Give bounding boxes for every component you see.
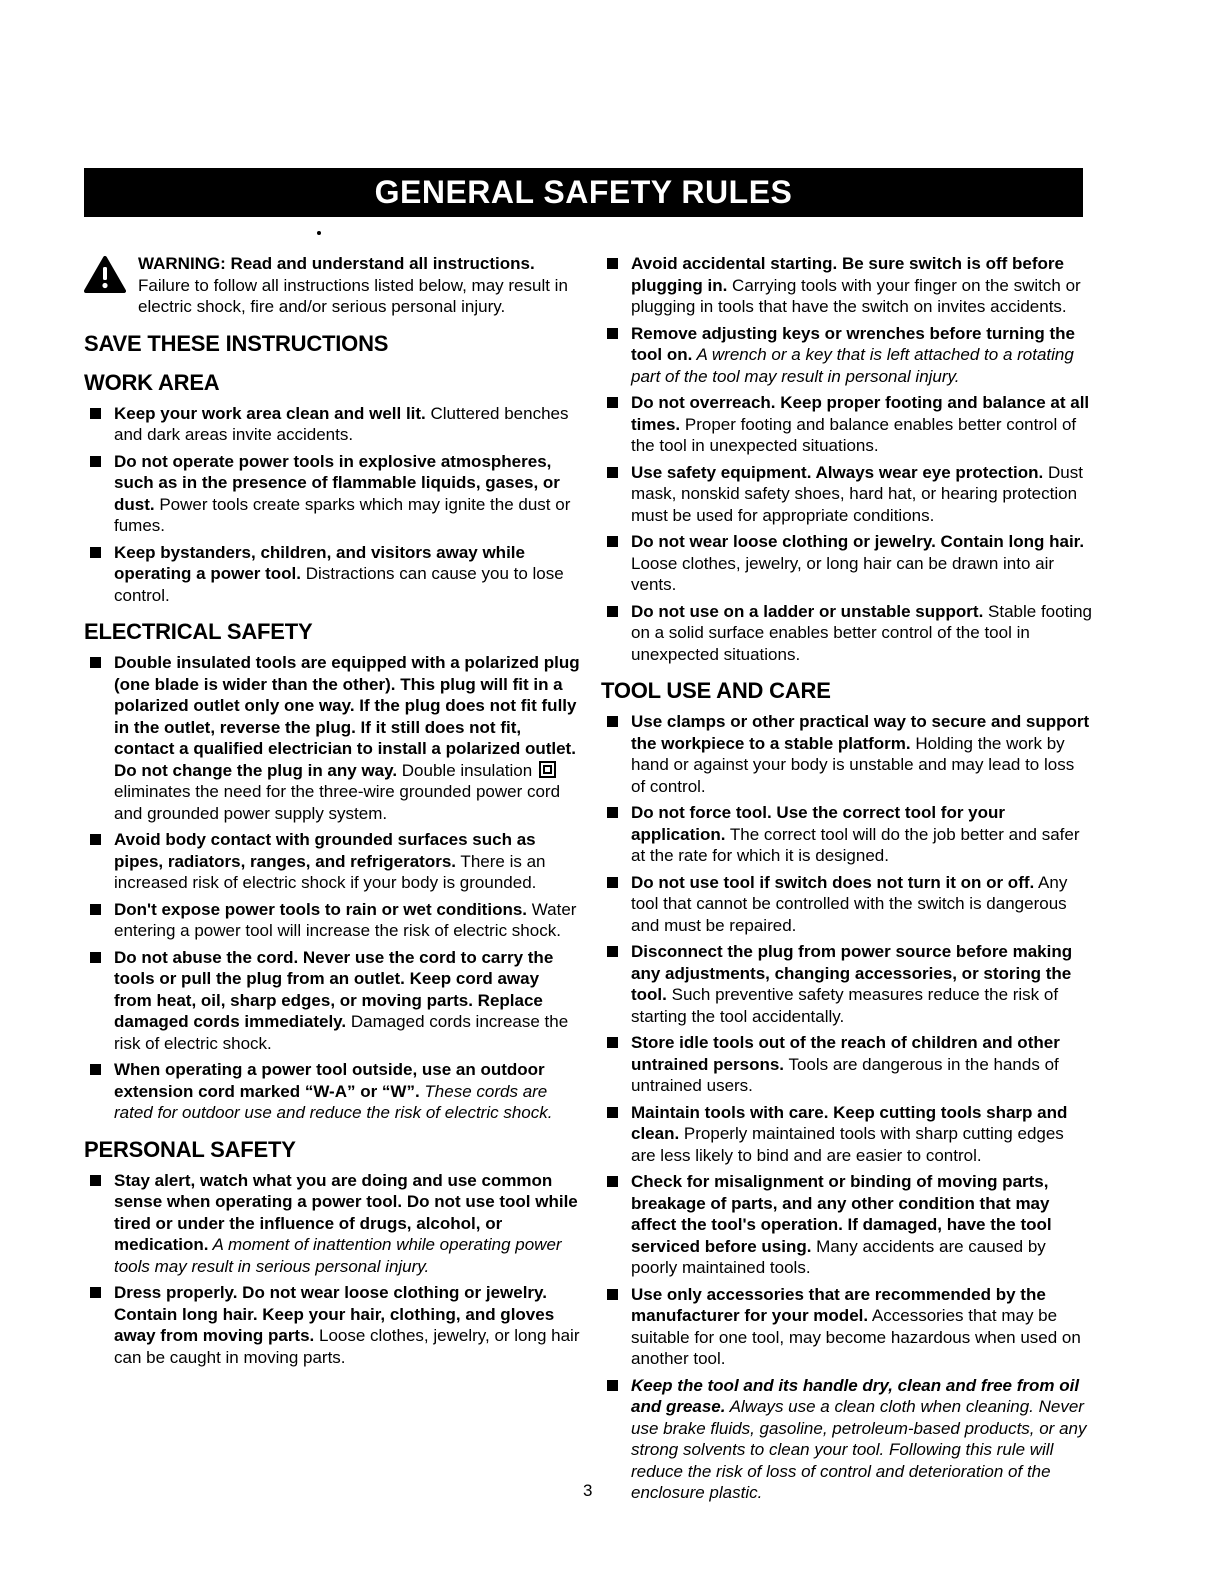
- bullet-square-icon: [607, 1176, 618, 1187]
- safety-rule-text: Do not wear loose clothing or jewelry. Contain long hair. Loose clothes, jewelry, or long hair can be drawn into air vents.: [631, 532, 1085, 594]
- safety-rule-item: [84, 542, 581, 607]
- bullet-square-icon: [607, 328, 618, 339]
- bullet-square-icon: [607, 536, 618, 547]
- safety-rule-item: [601, 601, 1093, 666]
- safety-rule-item: [601, 392, 1093, 457]
- bullet-square-icon: [607, 1289, 618, 1300]
- safety-rule-text: When operating a power tool outside, use an outdoor extension cord marked “W-A” or “W”. These cords are rated for outdoor use and reduce the risk of electric shock.: [114, 1060, 553, 1122]
- safety-rule-text: Do not operate power tools in explosive atmospheres, such as in the presence of flammable liquids, gases, or dust. Power tools create sparks which may ignite the dust or fumes.: [114, 451, 571, 535]
- safety-rule-item: [84, 403, 581, 446]
- safety-rule-text: Keep the tool and its handle dry, clean and free from oil and grease. Always use a clean cloth when cleaning. Never use brake fluids, gasoline, petroleum-based products, or any strong solvents to clean your tool. Following this rule will reduce the risk of loss of control and deterioration of the enclosure plastic.: [631, 1375, 1087, 1502]
- safety-rule-text: Use safety equipment. Always wear eye protection. Dust mask, nonskid safety shoes, hard hat, or hearing protection must be used for appropriate conditions.: [631, 462, 1083, 525]
- section-heading-work-area: WORK AREA: [84, 369, 220, 395]
- right-sections: [601, 253, 1093, 1504]
- safety-rule-item: [601, 531, 1093, 596]
- safety-rule-item: [84, 451, 581, 537]
- safety-rule-item: [601, 802, 1093, 867]
- safety-rule-item: [84, 1059, 581, 1124]
- bullet-square-icon: [607, 467, 618, 478]
- warning-text: [138, 253, 581, 318]
- safety-rule-text: Dress properly. Do not wear loose clothing or jewelry. Contain long hair. Keep your hair, clothing, and gloves away from moving parts. Loose clothes, jewelry, or long hair can be caught in moving parts.: [114, 1283, 580, 1367]
- bullet-square-icon: [90, 904, 101, 915]
- bullet-square-icon: [90, 1175, 101, 1186]
- safety-rule-text: Do not force tool. Use the correct tool for your application. The correct tool will do the job better and safer at the rate for which it is designed.: [631, 803, 1080, 865]
- bullet-square-icon: [607, 1107, 618, 1118]
- safety-rule-item: [84, 652, 581, 824]
- safety-rule-text: Avoid body contact with grounded surfaces such as pipes, radiators, ranges, and refrigerators. There is an increased risk of electric shock if your body is grounded.: [114, 830, 546, 892]
- safety-rule-text: Avoid accidental starting. Be sure switch is off before plugging in. Carrying tools with your finger on the switch or plugging in tools that have the switch on invites accidents.: [631, 254, 1081, 316]
- safety-rule-item: [601, 253, 1093, 318]
- bullet-square-icon: [607, 1380, 618, 1391]
- bullet-square-icon: [607, 807, 618, 818]
- safety-rule-item: [601, 711, 1093, 797]
- safety-rule-text: Do not use on a ladder or unstable support. Stable footing on a solid surface enables better control of the tool in unexpected situations.: [631, 601, 1093, 664]
- double-insulation-icon: [539, 761, 556, 778]
- warning-body: Failure to follow all instructions listed below, may result in electric shock, fire and/or serious personal injury.: [138, 275, 568, 316]
- safety-rule-text: Do not overreach. Keep proper footing and balance at all times. Proper footing and balance enables better control of the tool in unexpected situations.: [631, 393, 1090, 455]
- safety-rule-text: Use only accessories that are recommended by the manufacturer for your model. Accessories that may be suitable for one tool, may become hazardous when used on another tool.: [631, 1284, 1081, 1368]
- column-left: [84, 253, 581, 1373]
- bullet-square-icon: [90, 834, 101, 845]
- bullet-square-icon: [90, 1287, 101, 1298]
- section-heading-personal-safety: PERSONAL SAFETY: [84, 1136, 296, 1162]
- warning-triangle-icon: [84, 256, 126, 294]
- safety-rule-text: Keep your work area clean and well lit. Cluttered benches and dark areas invite accidents.: [114, 403, 569, 444]
- safety-rule-text: Store idle tools out of the reach of children and other untrained persons. Tools are dangerous in the hands of untrained users.: [631, 1033, 1060, 1095]
- column-right: [601, 253, 1093, 1509]
- bullet-square-icon: [607, 877, 618, 888]
- safety-rule-item: [84, 1170, 581, 1278]
- stray-ink-dot: [317, 231, 321, 235]
- safety-rule-item: [84, 947, 581, 1055]
- bullet-square-icon: [90, 547, 101, 558]
- bullet-square-icon: [607, 397, 618, 408]
- safety-rule-text: Maintain tools with care. Keep cutting tools sharp and clean. Properly maintained tools with sharp cutting edges are less likely to bind and are easier to control.: [631, 1102, 1068, 1165]
- safety-rule-text: Do not abuse the cord. Never use the cord to carry the tools or pull the plug from an outlet. Keep cord away from heat, oil, sharp edges, or moving parts. Replace damaged cords immediately. Damaged cords increase the risk of electric shock.: [114, 947, 569, 1053]
- bullet-square-icon: [607, 716, 618, 727]
- warning-lead: WARNING: Read and understand all instructions.: [138, 254, 535, 273]
- safety-rule-text: Disconnect the plug from power source before making any adjustments, changing accessories, or storing the tool. Such preventive safety measures reduce the risk of starting the tool accidentally.: [631, 942, 1073, 1026]
- safety-rule-item: [84, 1282, 581, 1368]
- header-bar: [84, 168, 1083, 217]
- bullet-square-icon: [90, 657, 101, 668]
- section-heading-tool-use-and-care: TOOL USE AND CARE: [601, 678, 831, 703]
- bullet-square-icon: [90, 952, 101, 963]
- bullet-square-icon: [607, 1037, 618, 1048]
- safety-rule-text: Keep bystanders, children, and visitors away while operating a power tool. Distractions can cause you to lose control.: [114, 542, 564, 605]
- safety-rule-text: Don't expose power tools to rain or wet conditions. Water entering a power tool will increase the risk of electric shock.: [114, 899, 577, 940]
- safety-rule-text: Double insulated tools are equipped with a polarized plug (one blade is wider than the other). This plug will fit in a polarized outlet only one way. If the plug does not fit fully in the outlet, reverse the plug. If it still does not fit, contact a qualified electrician to install a polarized outlet. Do not change the plug in any way. Double insulation eliminates the need for the three-wire grounded power cord and grounded power supply system.: [114, 653, 580, 823]
- safety-rule-item: [84, 899, 581, 942]
- safety-rule-text: Remove adjusting keys or wrenches before turning the tool on. A wrench or a key that is left attached to a rotating part of the tool may result in personal injury.: [631, 323, 1075, 386]
- safety-rule-text: Use clamps or other practical way to secure and support the workpiece to a stable platform. Holding the work by hand or against your body is unstable and may lead to loss of control.: [631, 712, 1090, 796]
- safety-rule-item: [601, 323, 1093, 388]
- safety-rule-item: [601, 1032, 1093, 1097]
- warning-note: [84, 253, 581, 318]
- safety-rule-item: [601, 1171, 1093, 1279]
- safety-rule-item: [601, 1284, 1093, 1370]
- safety-rule-item: [601, 872, 1093, 937]
- safety-rule-text: Do not use tool if switch does not turn it on or off. Any tool that cannot be controlled with the switch is dangerous and must be repaired.: [631, 872, 1068, 935]
- safety-rule-item: [601, 1375, 1093, 1504]
- left-sections: [84, 331, 581, 1369]
- page-title: GENERAL SAFETY RULES: [374, 174, 793, 210]
- bullet-square-icon: [607, 946, 618, 957]
- section-heading-save-these-instructions: SAVE THESE INSTRUCTIONS: [84, 330, 389, 356]
- safety-rule-item: [601, 462, 1093, 527]
- bullet-square-icon: [607, 258, 618, 269]
- bullet-square-icon: [90, 408, 101, 419]
- safety-rule-text: Stay alert, watch what you are doing and use common sense when operating a power tool. Do not use tool while tired or under the influence of drugs, alcohol, or medication. A moment of inattention while operating power tools may result in serious personal injury.: [114, 1170, 578, 1276]
- safety-rule-item: [601, 941, 1093, 1027]
- safety-rule-item: [601, 1102, 1093, 1167]
- bullet-square-icon: [607, 606, 618, 617]
- page-number: 3: [583, 1481, 593, 1500]
- section-heading-electrical-safety: ELECTRICAL SAFETY: [84, 619, 313, 644]
- bullet-square-icon: [90, 456, 101, 467]
- bullet-square-icon: [90, 1064, 101, 1075]
- safety-rule-text: Check for misalignment or binding of moving parts, breakage of parts, and any other condition that may affect the tool's operation. If damaged, have the tool serviced before using. Many accidents are caused by poorly maintained tools.: [631, 1172, 1052, 1277]
- safety-rule-item: [84, 829, 581, 894]
